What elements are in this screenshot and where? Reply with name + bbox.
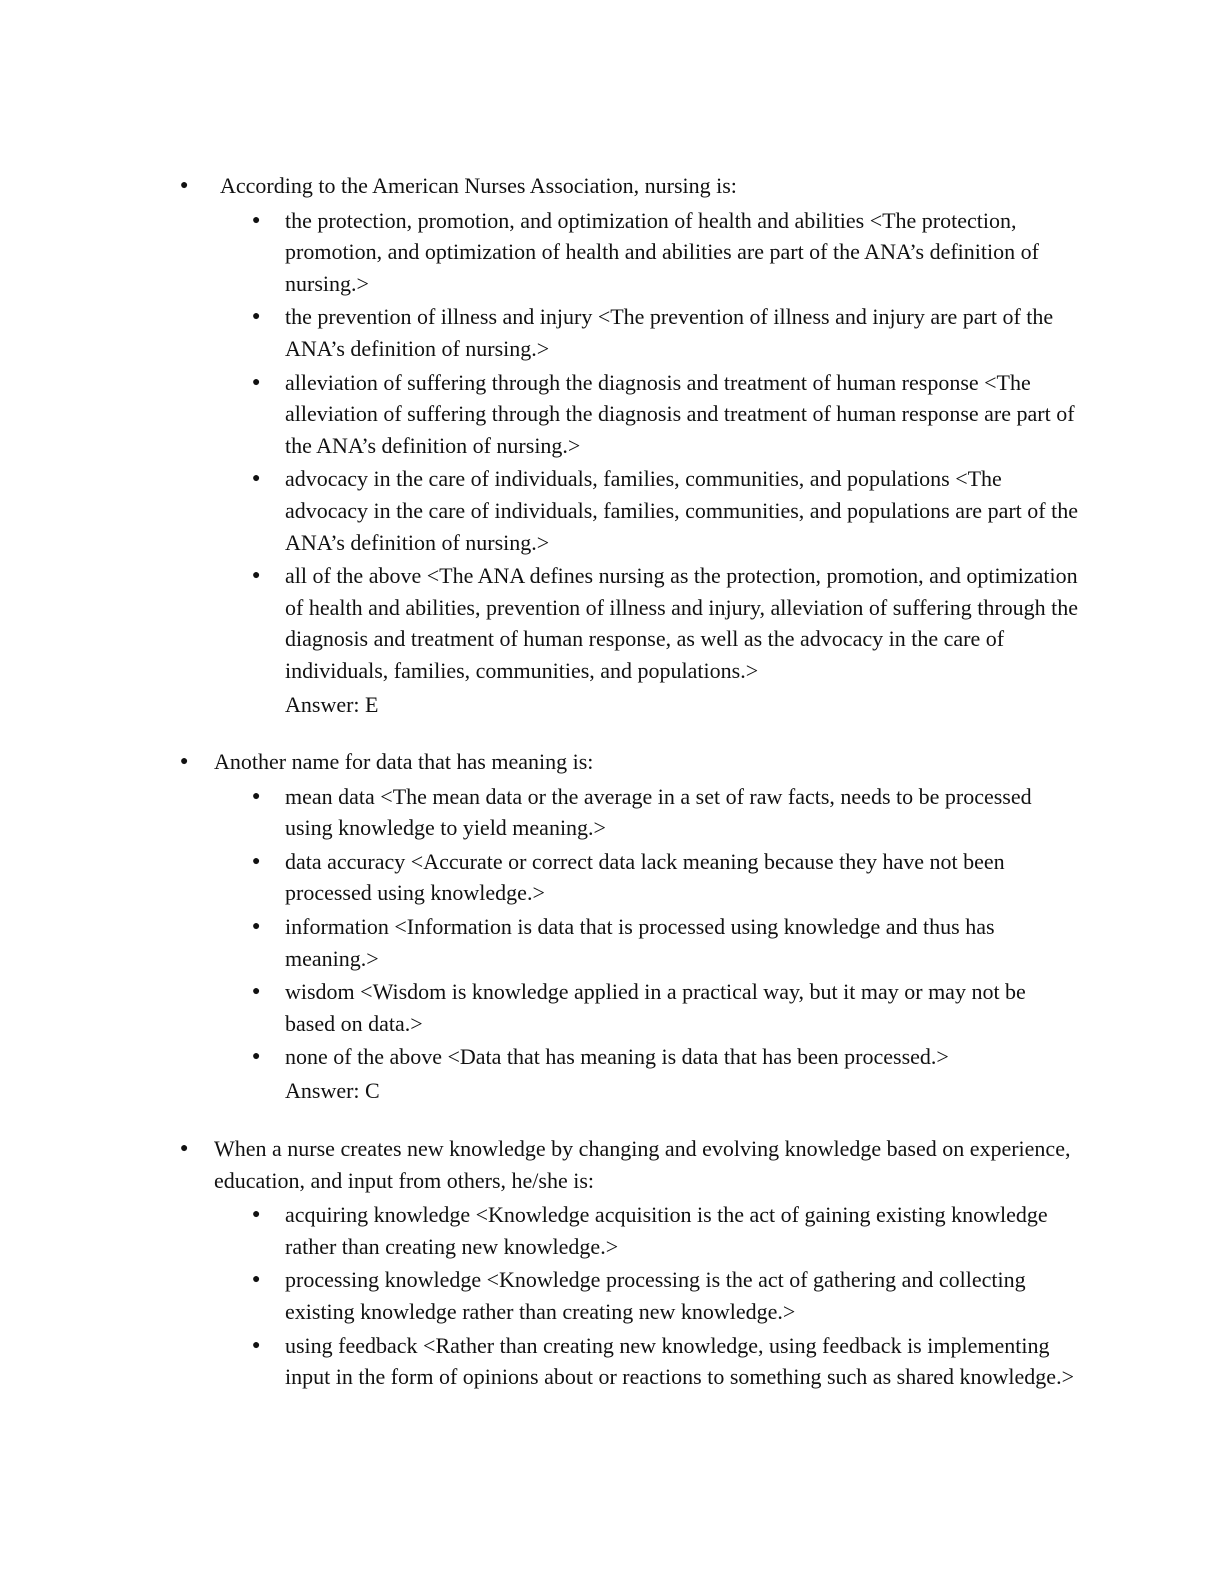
bullet-icon: ● (252, 1207, 261, 1223)
option-text: advocacy in the care of individuals, families, communities, and populations <The advocacy in the care of individuals, families, communities, and populations are part of the ANA’s definition of nursing.> (285, 466, 1078, 555)
question-2 (180, 746, 1080, 1107)
bullet-icon: ● (252, 918, 261, 934)
option-item (180, 367, 1080, 462)
bullet-icon: ● (252, 1337, 261, 1353)
bullet-icon: ● (252, 853, 261, 869)
option-text: wisdom <Wisdom is knowledge applied in a practical way, but it may or may not be based on data.> (285, 979, 1026, 1036)
option-text: using feedback <Rather than creating new knowledge, using feedback is implementing input in the form of opinions about or reactions to something such as shared knowledge.> (285, 1332, 1074, 1390)
option-list (180, 1199, 1080, 1393)
option-text: alleviation of suffering through the diagnosis and treatment of human response <The alleviation of suffering through the diagnosis and treatment of human response are part of the ANA’s definition of nursing.> (285, 369, 1075, 458)
question-prompt-row (180, 1133, 1080, 1196)
option-text: processing knowledge <Knowledge processing is the act of gathering and collecting existing knowledge rather than creating new knowledge.> (285, 1267, 1026, 1324)
option-text: all of the above <The ANA defines nursing as the protection, promotion, and optimization of health and abilities, prevention of illness and injury, alleviation of suffering through the diagnosis and treatment of human response, as well as the advocacy in the care of individuals, families, communities, and populations.> (285, 563, 1079, 683)
option-text: acquiring knowledge <Knowledge acquisition is the act of gaining existing knowledge rather than creating new knowledge.> (285, 1202, 1048, 1259)
option-item (180, 301, 1080, 364)
answer-label: Answer: E (285, 691, 379, 717)
bullet-icon: ● (252, 309, 261, 325)
question-prompt: According to the American Nurses Association, nursing is: (220, 173, 737, 198)
question-3 (180, 1133, 1080, 1395)
bullet-icon: ● (252, 788, 261, 804)
bullet-icon: ● (180, 1141, 189, 1156)
option-list (180, 781, 1080, 1073)
option-item (180, 976, 1080, 1039)
option-item (180, 1264, 1080, 1327)
option-item (180, 463, 1080, 558)
bullet-icon: ● (252, 1049, 261, 1065)
option-text: the protection, promotion, and optimization of health and abilities <The protection, promotion, and optimization of health and abilities are part of the ANA’s definition of nursing.> (285, 207, 1039, 296)
option-item (180, 1199, 1080, 1262)
question-prompt-row (180, 170, 1080, 202)
bullet-icon: ● (180, 754, 189, 769)
question-prompt: When a nurse creates new knowledge by changing and evolving knowledge based on experience, education, and input from others, he/she is: (214, 1136, 1071, 1193)
question-prompt-row (180, 746, 1080, 778)
bullet-icon: ● (252, 568, 261, 584)
option-item (180, 846, 1080, 909)
option-text: mean data <The mean data or the average in a set of raw facts, needs to be processed using knowledge to yield meaning.> (285, 783, 1032, 841)
bullet-icon: ● (252, 471, 261, 487)
question-prompt: Another name for data that has meaning is: (214, 749, 594, 774)
option-text: information <Information is data that is processed using knowledge and thus has meaning.> (285, 913, 995, 971)
option-text: data accuracy <Accurate or correct data lack meaning because they have not been processed using knowledge.> (285, 848, 1005, 906)
bullet-icon: ● (252, 1272, 261, 1288)
bullet-icon: ● (180, 178, 189, 193)
bullet-icon: ● (252, 212, 261, 228)
option-item (180, 205, 1080, 300)
option-item (180, 1041, 1080, 1073)
option-text: none of the above <Data that has meaning is data that has been processed.> (285, 1044, 949, 1070)
option-item (180, 560, 1080, 686)
option-list (180, 205, 1080, 687)
bullet-icon: ● (252, 984, 261, 1000)
question-1 (180, 170, 1080, 720)
answer-label: Answer: C (285, 1077, 380, 1103)
option-item (180, 1330, 1080, 1393)
option-item (180, 911, 1080, 974)
option-item (180, 781, 1080, 844)
option-text: the prevention of illness and injury <The prevention of illness and injury are part of the ANA’s definition of nursing.> (285, 304, 1054, 361)
bullet-icon: ● (252, 374, 261, 390)
